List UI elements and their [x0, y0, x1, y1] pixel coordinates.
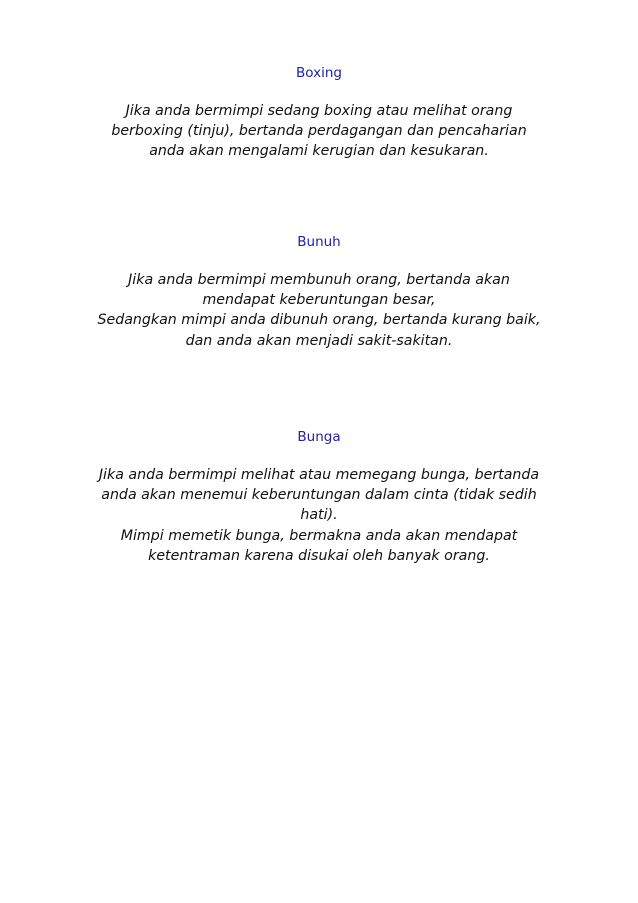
paragraph-line: Sedangkan mimpi anda dibunuh orang, bertanda kurang baik,: [97, 312, 541, 329]
paragraph-line: hati).: [300, 507, 338, 524]
paragraph-line: berboxing (tinju), bertanda perdagangan dan pencaharian: [111, 123, 527, 140]
paragraph-line: Jika anda bermimpi melihat atau memegang bunga, bertanda: [98, 467, 540, 483]
paragraph-line: anda akan mengalami kerugian dan kesukaran.: [149, 143, 489, 160]
section-title-bunga: Bunga: [297, 429, 341, 445]
section-title-bunuh: Bunuh: [297, 234, 341, 250]
paragraph-line: mendapat keberuntungan besar,: [202, 292, 436, 309]
paragraph-line: Mimpi memetik bunga, bermakna anda akan mendapat: [120, 527, 518, 544]
section-title-boxing: Boxing: [296, 65, 342, 81]
section-bunga: [40, 427, 598, 566]
paragraph-line: Jika anda bermimpi membunuh orang, bertanda akan: [128, 272, 510, 288]
paragraph-line: dan anda akan menjadi sakit-sakitan.: [185, 332, 453, 349]
paragraph-line: anda akan menemui keberuntungan dalam cinta (tidak sedih: [101, 487, 537, 504]
paragraph-line: Jika anda bermimpi sedang boxing atau melihat orang: [125, 103, 513, 119]
paragraph-line: ketentraman karena disukai oleh banyak orang.: [148, 547, 490, 564]
section-bunuh: [40, 232, 598, 351]
section-boxing: [40, 63, 598, 162]
